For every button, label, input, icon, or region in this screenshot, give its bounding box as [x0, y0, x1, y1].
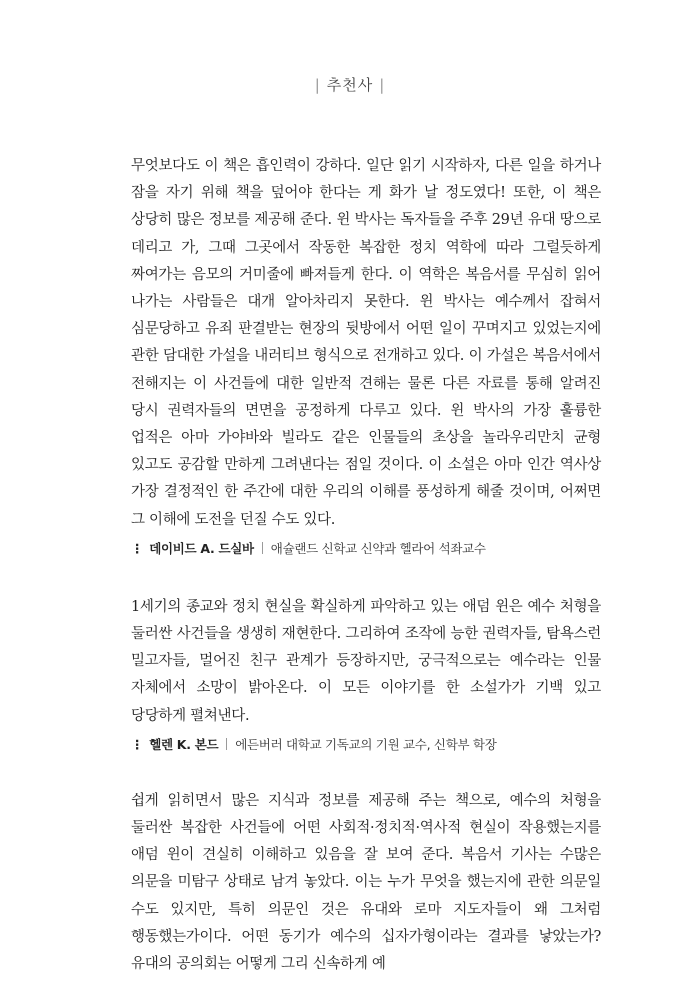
endorsement-author: 헬렌 K. 본드: [149, 736, 219, 752]
spacer: [131, 559, 601, 594]
endorsement-3: [131, 788, 601, 978]
endorsement-2: [131, 594, 601, 755]
endorsement-text: 1세기의 종교와 정치 현실을 확실하게 파악하고 있는 애덤 윈은 예수 처형을 둘러싼 사건들을 생생히 재현한다. 그리하여 조작에 능한 권력자들, 탐욕스런 밀고자들, 멀어진 친구 관계가 등장하지만, 궁극적으로는 예수라는 인물 자체에서 소망이 밝아온다. 이 모든 이야기를 한 소설가가 기백 있고 당당하게 펼쳐낸다.: [131, 598, 601, 724]
endorsement-author-title: 애슐랜드 신학교 신약과 헬라어 석좌교수: [270, 540, 486, 556]
endorsement-author-title: 에든버러 대학교 기독교의 기원 교수, 신학부 학장: [235, 736, 497, 752]
endorsement-attribution: [131, 735, 601, 755]
attribution-divider: [226, 738, 227, 750]
endorsements-column: [131, 153, 601, 978]
spacer: [131, 755, 601, 788]
endorsement-1: [131, 153, 601, 559]
endorsement-text: 쉽게 읽히면서 많은 지식과 정보를 제공해 주는 책으로, 예수의 처형을 둘러싼 복잡한 사건들에 어떤 사회적·정치적·역사적 현실이 작용했는지를 애덤 윈이 견실히 이해하고 있음을 잘 보여 준다. 복음서 기사는 수많은 의문을 미탐구 상태로 남겨 놓았다. 이는 누가 무엇을 했는지에 관한 의문일 수도 있지만, 특히 의문인 것은 유대와 로마 지도자들이 왜 그처럼 행동했는가이다. 어떤 동기가 예수의 십자가형이라는 결과를 낳았는가? 유대의 공의회는 어떻게 그리 신속하게 예: [131, 792, 601, 973]
attribution-divider: [262, 542, 263, 554]
endorsement-author: 데이비드 A. 드실바: [149, 540, 254, 556]
endorsement-attribution: [131, 539, 601, 559]
attribution-marker: ⋮: [131, 540, 144, 556]
header-bar-right: |: [379, 76, 386, 94]
section-title: 추천사: [326, 76, 374, 94]
attribution-marker: ⋮: [131, 736, 144, 752]
section-header: [0, 74, 700, 95]
endorsement-text: 무엇보다도 이 책은 흡인력이 강하다. 일단 읽기 시작하자, 다른 일을 하거나 잠을 자기 위해 책을 덮어야 한다는 게 화가 날 정도였다! 또한, 이 책은 상당히 많은 정보를 제공해 준다. 윈 박사는 독자들을 주후 29년 유대 땅으로 데리고 가, 그때 그곳에서 작동한 복잡한 정치 역학에 따라 그럴듯하게 짜여가는 음모의 거미줄에 빠져들게 한다. 이 역학은 복음서를 무심히 읽어 나가는 사람들은 대개 알아차리지 못한다. 윈 박사는 예수께서 잡혀서 심문당하고 유죄 판결받는 현장의 뒷방에서 어떤 일이 꾸며지고 있었는지에 관한 담대한 가설을 내러티브 형식으로 전개하고 있다. 이 가설은 복음서에서 전해지는 이 사건들에 대한 일반적 견해는 물론 다른 자료를 통해 알려진 당시 권력자들의 면면을 공정하게 다루고 있다. 윈 박사의 가장 훌륭한 업적은 아마 가야바와 빌라도 같은 인물들의 초상을 놀라우리만치 균형 있고도 공감할 만하게 그려낸다는 점일 것이다. 이 소설은 아마 인간 역사상 가장 결정적인 한 주간에 대한 우리의 이해를 풍성하게 해줄 것이며, 어쩌면 그 이해에 도전을 던질 수도 있다.: [131, 158, 601, 528]
header-bar-left: |: [314, 76, 321, 94]
